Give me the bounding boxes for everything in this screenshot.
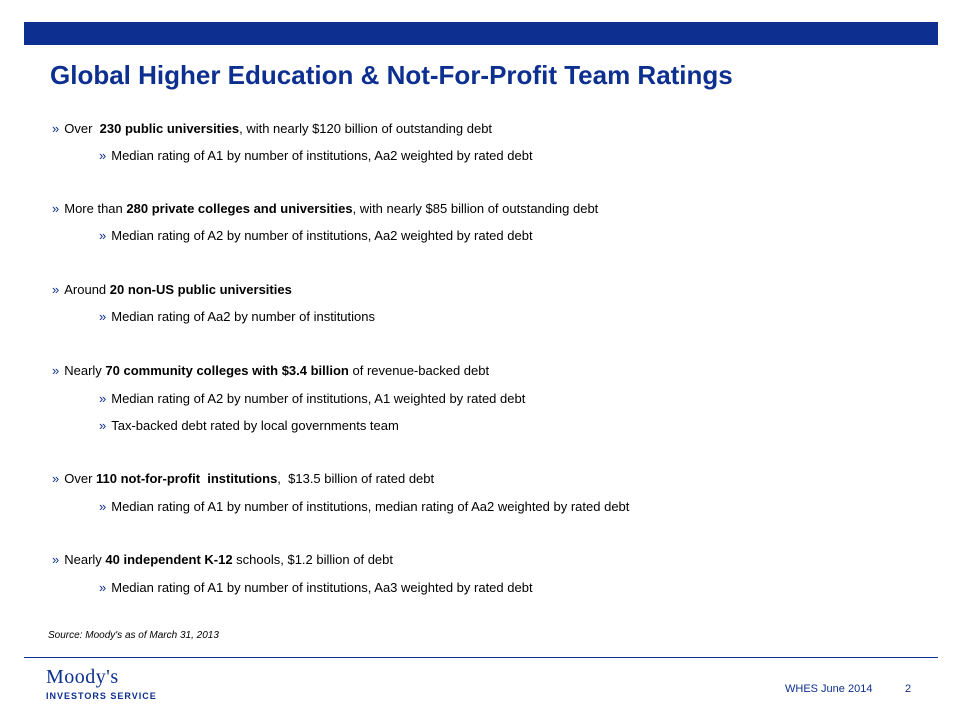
bullet-text: Around (64, 282, 110, 297)
logo-subtitle: INVESTORS SERVICE (46, 691, 157, 701)
bullet-text: Tax-backed debt rated by local governments team (111, 418, 399, 433)
sub-bullet-item (99, 148, 533, 163)
bullet-marker-icon: » (52, 552, 60, 567)
bullet-marker-icon: » (99, 499, 107, 514)
bullet-marker-icon: » (99, 580, 107, 595)
bullet-text-bold: 20 non-US public universities (109, 282, 292, 297)
bullet-text: Median rating of A2 by number of institutions, A1 weighted by rated debt (111, 391, 526, 406)
bullet-text-bold: 70 community colleges with $3.4 billion (105, 363, 349, 378)
bullet-marker-icon: » (99, 148, 107, 163)
bullet-text: Median rating of A1 by number of institutions, Aa3 weighted by rated debt (111, 580, 533, 595)
bullet-marker-icon: » (99, 228, 107, 243)
bullet-text: Nearly (64, 552, 106, 567)
bullet-text-bold: 40 independent K-12 (105, 552, 233, 567)
bullet-item (52, 282, 292, 297)
sub-bullet-item (99, 309, 375, 324)
bullet-marker-icon: » (52, 201, 60, 216)
bullet-text-bold: 280 private colleges and universities (126, 201, 353, 216)
bullet-item (52, 552, 393, 567)
bullet-text-bold: 230 public universities (99, 121, 240, 136)
bullet-text: of revenue-backed debt (348, 363, 490, 378)
sub-bullet-item (99, 418, 399, 433)
footer-label: WHES June 2014 (785, 683, 873, 695)
bullet-marker-icon: » (52, 121, 60, 136)
bullet-text: Median rating of A1 by number of institutions, Aa2 weighted by rated debt (111, 148, 533, 163)
bullet-item (52, 201, 598, 216)
logo-name: Moody's (46, 666, 119, 688)
bullet-text: schools, $1.2 billion of debt (232, 552, 393, 567)
bullet-item (52, 121, 492, 136)
sub-bullet-item (99, 228, 533, 243)
moodys-logo (46, 667, 176, 711)
page-number: 2 (905, 683, 912, 695)
bullet-text: Over (64, 121, 100, 136)
bullet-marker-icon: » (52, 363, 60, 378)
bullet-text: Nearly (64, 363, 106, 378)
bullet-marker-icon: » (99, 418, 107, 433)
bullet-text: Median rating of Aa2 by number of institutions (111, 309, 375, 324)
bullet-marker-icon: » (52, 282, 60, 297)
bullet-marker-icon: » (99, 391, 107, 406)
bullet-text: , with nearly $85 billion of outstanding debt (352, 201, 599, 216)
header-bar (24, 22, 938, 45)
sub-bullet-item (99, 499, 629, 514)
bullet-text-bold: 110 not-for-profit institutions (96, 471, 278, 486)
sub-bullet-item (99, 580, 533, 595)
bullet-text: Over (64, 471, 97, 486)
sub-bullet-item (99, 391, 525, 406)
bullet-text: , $13.5 billion of rated debt (277, 471, 435, 486)
bullet-item (52, 471, 434, 486)
bullet-marker-icon: » (52, 471, 60, 486)
bullet-marker-icon: » (99, 309, 107, 324)
bullet-text: Median rating of A2 by number of institutions, Aa2 weighted by rated debt (111, 228, 533, 243)
bullet-text: , with nearly $120 billion of outstanding debt (239, 121, 493, 136)
footer-divider (24, 657, 938, 658)
slide-title: Global Higher Education & Not-For-Profit Team Ratings (50, 60, 733, 90)
bullet-text: Median rating of A1 by number of institutions, median rating of Aa2 weighted by rated debt (111, 499, 630, 514)
source-note: Source: Moody's as of March 31, 2013 (48, 630, 219, 641)
bullet-item (52, 363, 489, 378)
bullet-text: More than (64, 201, 127, 216)
